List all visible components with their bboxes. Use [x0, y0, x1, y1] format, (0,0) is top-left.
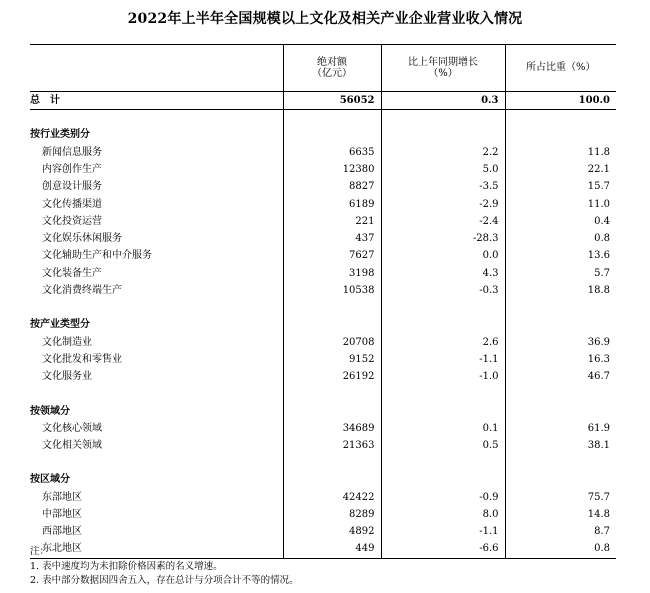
revenue-table: [30, 44, 616, 559]
row-label: 文化核心领域: [42, 422, 102, 434]
row-amount: 26192: [283, 368, 381, 385]
table-row: [30, 161, 616, 178]
row-share: 0.8: [505, 541, 616, 558]
section-heading-blank: [283, 472, 381, 489]
row-share: 11.0: [505, 196, 616, 213]
row-share: 36.9: [505, 334, 616, 351]
row-share: 13.6: [505, 248, 616, 265]
section-heading: 按区域分: [30, 474, 70, 486]
table-row: [30, 368, 616, 385]
row-share: 46.7: [505, 368, 616, 385]
header-growth: [381, 45, 505, 92]
notes-label: 注：: [30, 546, 50, 557]
section-heading-row: [30, 403, 616, 420]
section-heading-blank: [505, 403, 616, 420]
spacer-row: [30, 110, 616, 127]
total-label: 总计: [30, 92, 283, 110]
row-growth: 2.6: [381, 334, 505, 351]
section-heading-blank: [381, 127, 505, 144]
table-row: [30, 196, 616, 213]
total-share: 100.0: [505, 92, 616, 110]
section-heading-blank: [283, 316, 381, 333]
header-growth-line1: 比上年同期增长: [408, 56, 478, 68]
spacer-cell: [30, 455, 283, 472]
row-label: 中部地区: [42, 509, 82, 521]
row-amount: 10538: [283, 282, 381, 299]
spacer-cell: [283, 455, 381, 472]
table-row: [30, 351, 616, 368]
header-amount-line2: （亿元）: [312, 68, 352, 79]
row-label: 东北地区: [30, 541, 283, 558]
row-share: 75.7: [505, 489, 616, 506]
row-growth: 0.1: [381, 420, 505, 437]
row-share: 18.8: [505, 282, 616, 299]
row-share: 16.3: [505, 351, 616, 368]
spacer-cell: [381, 455, 505, 472]
row-amount: 12380: [283, 161, 381, 178]
row-label: 文化投资运营: [42, 215, 102, 227]
row-amount: 3198: [283, 265, 381, 282]
row-growth: -1.1: [381, 523, 505, 540]
table-row: [30, 420, 616, 437]
spacer-cell: [381, 299, 505, 316]
header-share: 所占比重（%）: [505, 45, 616, 92]
section-heading: 按领域分: [30, 405, 70, 417]
row-label: 文化装备生产: [42, 267, 102, 279]
row-amount: 8289: [283, 506, 381, 523]
note-item: 2. 表中部分数据因四舍五入，存在总计与分项合计不等的情况。: [30, 575, 299, 586]
row-label: 内容创作生产: [42, 163, 102, 175]
spacer-cell: [283, 299, 381, 316]
row-amount: 34689: [283, 420, 381, 437]
spacer-cell: [30, 110, 283, 127]
section-heading-blank: [283, 127, 381, 144]
row-label: 文化娱乐休闲服务: [42, 233, 122, 245]
row-amount: 8827: [283, 178, 381, 195]
row-share: 0.4: [505, 213, 616, 230]
row-share: 15.7: [505, 178, 616, 195]
row-growth: 8.0: [381, 506, 505, 523]
section-heading: 按产业类型分: [30, 319, 90, 331]
header-amount-line1: 绝对额: [317, 56, 347, 68]
section-heading-blank: [381, 403, 505, 420]
table-row: [30, 178, 616, 195]
total-growth: 0.3: [381, 92, 505, 110]
row-label: 文化消费终端生产: [42, 285, 122, 297]
row-amount: 6189: [283, 196, 381, 213]
table-row: [30, 230, 616, 247]
spacer-cell: [505, 299, 616, 316]
row-amount: 7627: [283, 248, 381, 265]
row-growth: -28.3: [381, 230, 505, 247]
section-heading-blank: [505, 316, 616, 333]
table-row: [30, 248, 616, 265]
table-row: [30, 213, 616, 230]
row-growth: -3.5: [381, 178, 505, 195]
spacer-row: [30, 386, 616, 403]
spacer-row: [30, 455, 616, 472]
spacer-cell: [30, 299, 283, 316]
spacer-row: [30, 299, 616, 316]
table-row: [30, 282, 616, 299]
row-amount: 4892: [283, 523, 381, 540]
table-row: [30, 265, 616, 282]
section-heading-row: [30, 472, 616, 489]
row-growth: -2.4: [381, 213, 505, 230]
notes: [30, 545, 299, 589]
row-amount: 6635: [283, 144, 381, 161]
table-row: [30, 437, 616, 454]
row-label: 新闻信息服务: [42, 146, 102, 158]
row-label: 文化辅助生产和中介服务: [42, 250, 152, 262]
row-growth: 5.0: [381, 161, 505, 178]
table-row: [30, 489, 616, 506]
row-share: 0.8: [505, 230, 616, 247]
section-heading-blank: [381, 472, 505, 489]
row-growth: -1.0: [381, 368, 505, 385]
spacer-cell: [381, 110, 505, 127]
row-label: 文化传播渠道: [42, 198, 102, 210]
total-row: [30, 92, 616, 110]
row-growth: -2.9: [381, 196, 505, 213]
row-amount: 437: [283, 230, 381, 247]
table-row: [30, 144, 616, 161]
row-growth: -0.3: [381, 282, 505, 299]
row-share: 14.8: [505, 506, 616, 523]
row-share: 8.7: [505, 523, 616, 540]
row-growth: 2.2: [381, 144, 505, 161]
section-heading-blank: [283, 403, 381, 420]
table-row: [30, 523, 616, 540]
row-share: 5.7: [505, 265, 616, 282]
row-label: 创意设计服务: [42, 181, 102, 193]
header-blank: [30, 45, 283, 92]
spacer-cell: [381, 386, 505, 403]
section-heading-row: [30, 127, 616, 144]
section-heading: 按行业类别分: [30, 129, 90, 141]
row-label: 文化相关领域: [42, 440, 102, 452]
row-amount: 21363: [283, 437, 381, 454]
header-row: [30, 45, 616, 92]
row-amount: 20708: [283, 334, 381, 351]
row-growth: -1.1: [381, 351, 505, 368]
spacer-cell: [505, 386, 616, 403]
row-growth: 0.0: [381, 248, 505, 265]
row-share: 22.1: [505, 161, 616, 178]
row-amount: 221: [283, 213, 381, 230]
row-label: 文化批发和零售业: [42, 353, 122, 365]
table-row: [30, 506, 616, 523]
row-share: 38.1: [505, 437, 616, 454]
total-amount: 56052: [283, 92, 381, 110]
section-heading-blank: [505, 127, 616, 144]
header-amount: [283, 45, 381, 92]
spacer-cell: [283, 386, 381, 403]
row-label: 东部地区: [42, 491, 82, 503]
row-share: 11.8: [505, 144, 616, 161]
section-heading-blank: [505, 472, 616, 489]
row-growth: -0.9: [381, 489, 505, 506]
row-growth: 4.3: [381, 265, 505, 282]
document-title: 2022年上半年全国规模以上文化及相关产业企业营业收入情况: [127, 11, 523, 27]
spacer-cell: [30, 386, 283, 403]
section-heading-blank: [381, 316, 505, 333]
row-label: 文化制造业: [42, 336, 92, 348]
header-growth-line2: （%）: [428, 68, 458, 79]
section-heading-row: [30, 316, 616, 333]
row-growth: -6.6: [381, 541, 505, 558]
spacer-cell: [283, 110, 381, 127]
table-row: [30, 334, 616, 351]
row-label: 西部地区: [42, 526, 82, 538]
row-amount: 449: [283, 541, 381, 558]
spacer-cell: [505, 110, 616, 127]
spacer-cell: [505, 455, 616, 472]
row-growth: 0.5: [381, 437, 505, 454]
note-item: 1. 表中速度均为未扣除价格因素的名义增速。: [30, 560, 223, 572]
row-amount: 9152: [283, 351, 381, 368]
row-label: 文化服务业: [42, 371, 92, 383]
row-share: 61.9: [505, 420, 616, 437]
row-amount: 42422: [283, 489, 381, 506]
